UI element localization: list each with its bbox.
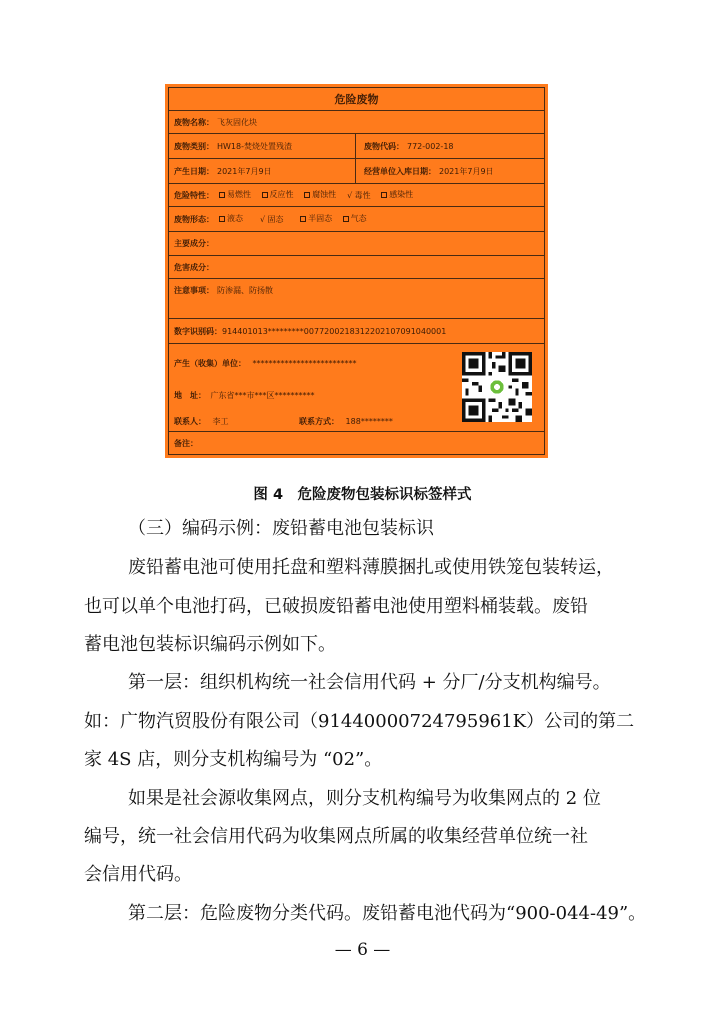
producer-value: ************************** bbox=[252, 359, 357, 368]
notice-key: 注意事项： bbox=[174, 286, 214, 295]
address-key: 地 址： bbox=[174, 391, 206, 400]
figure-caption: 图 4 危险废物包装标识标签样式 bbox=[253, 487, 472, 503]
section-heading: （三）编码示例：废铅蓄电池包装标识 bbox=[128, 518, 434, 539]
label-title: 危险废物 bbox=[169, 88, 544, 111]
hazard-option: 腐蚀性 bbox=[312, 190, 337, 200]
storage-date-value: 2021年7月9日 bbox=[439, 166, 494, 176]
phone-value: 188******** bbox=[345, 417, 393, 426]
contact-value: 李工 bbox=[212, 417, 229, 426]
waste-category-row bbox=[169, 134, 544, 159]
phone-key: 联系方式： bbox=[299, 417, 339, 426]
checkbox-icon bbox=[343, 216, 349, 222]
hazard-property-row bbox=[169, 184, 544, 207]
hazard-option: 感染性 bbox=[389, 190, 414, 200]
paragraph-line: 也可以单个电池打码，已破损废铅蓄电池使用塑料桶装载。废铅 bbox=[84, 596, 588, 617]
waste-category-key: 废物类别： bbox=[174, 141, 214, 151]
checkbox-icon bbox=[304, 192, 310, 198]
hazardous-waste-label bbox=[165, 84, 548, 458]
storage-date-key: 经营单位入库日期： bbox=[364, 166, 436, 176]
checkbox-icon bbox=[219, 192, 225, 198]
hazard-option: 易燃性 bbox=[227, 190, 251, 200]
page-number: — 6 — bbox=[334, 940, 391, 960]
checkbox-icon bbox=[381, 192, 387, 198]
paragraph-line: 如果是社会源收集网点，则分支机构编号为收集网点的 2 位 bbox=[128, 788, 601, 809]
remark-row bbox=[169, 432, 544, 454]
waste-category-value: HW18-焚烧处置残渣 bbox=[217, 141, 292, 151]
harmful-component-row bbox=[169, 256, 544, 279]
form-option: 气态 bbox=[350, 214, 367, 224]
paragraph-line: 家 4S 店，则分支机构编号为 “02”。 bbox=[84, 749, 383, 770]
notice-row bbox=[169, 279, 544, 319]
paragraph-line: 第一层：组织机构统一社会信用代码 + 分厂/分支机构编号。 bbox=[128, 672, 611, 693]
main-component-row bbox=[169, 232, 544, 256]
digital-id-row bbox=[169, 319, 544, 344]
paragraph-line: 废铅蓄电池可使用托盘和塑料薄膜捆扎或使用铁笼包装转运， bbox=[128, 557, 614, 578]
form-option: 液态 bbox=[227, 214, 243, 224]
waste-name-key: 废物名称： bbox=[174, 117, 214, 127]
form-option: 固态 bbox=[267, 214, 284, 224]
paragraph-line: 会信用代码。 bbox=[84, 864, 192, 885]
checkbox-icon bbox=[300, 216, 306, 222]
waste-code-value: 772-002-18 bbox=[407, 141, 454, 151]
harmful-component-key: 危害成分： bbox=[174, 262, 214, 272]
waste-name-row bbox=[169, 111, 544, 134]
label-frame bbox=[168, 87, 545, 455]
check-mark: √ bbox=[259, 214, 266, 224]
digital-id-key: 数字识别码： bbox=[174, 326, 222, 336]
hazard-option: 反应性 bbox=[269, 190, 294, 200]
divider bbox=[355, 134, 356, 158]
qr-code-icon bbox=[462, 352, 532, 422]
waste-form-key: 废物形态： bbox=[174, 214, 214, 224]
checkbox-icon bbox=[219, 216, 225, 222]
date-row bbox=[169, 159, 544, 184]
address-value: 广东省***市***区********** bbox=[210, 391, 315, 400]
producer-section bbox=[169, 344, 544, 432]
waste-name-value: 飞灰固化块 bbox=[217, 117, 257, 127]
check-mark: √ bbox=[347, 190, 353, 200]
hazard-property-key: 危险特性： bbox=[174, 190, 214, 200]
form-option: 半固态 bbox=[308, 214, 333, 224]
producer-key: 产生（收集）单位： bbox=[174, 359, 246, 368]
paragraph-line: 如：广物汽贸股份有限公司（91440000724795961K）公司的第二 bbox=[84, 711, 635, 732]
production-date-value: 2021年7月9日 bbox=[217, 166, 272, 176]
checkbox-icon bbox=[262, 192, 268, 198]
production-date-key: 产生日期： bbox=[174, 166, 214, 176]
hazard-option: 毒性 bbox=[354, 190, 371, 200]
divider bbox=[355, 159, 356, 183]
paragraph-line: 编号，统一社会信用代码为收集网点所属的收集经营单位统一社 bbox=[84, 826, 588, 847]
notice-value: 防渗漏、防扬散 bbox=[217, 286, 273, 295]
paragraph-line: 第二层：危险废物分类代码。废铅蓄电池代码为“900-044-49”。 bbox=[128, 903, 647, 924]
remark-key: 备注： bbox=[174, 438, 198, 448]
contact-key: 联系人： bbox=[174, 417, 206, 426]
main-component-key: 主要成分： bbox=[174, 239, 214, 248]
paragraph-line: 蓄电池包装标识编码示例如下。 bbox=[84, 634, 336, 655]
waste-form-row bbox=[169, 207, 544, 232]
digital-id-value: 914401013*********007720021831220210709104000​1 bbox=[222, 326, 447, 336]
waste-code-key: 废物代码： bbox=[364, 141, 404, 151]
